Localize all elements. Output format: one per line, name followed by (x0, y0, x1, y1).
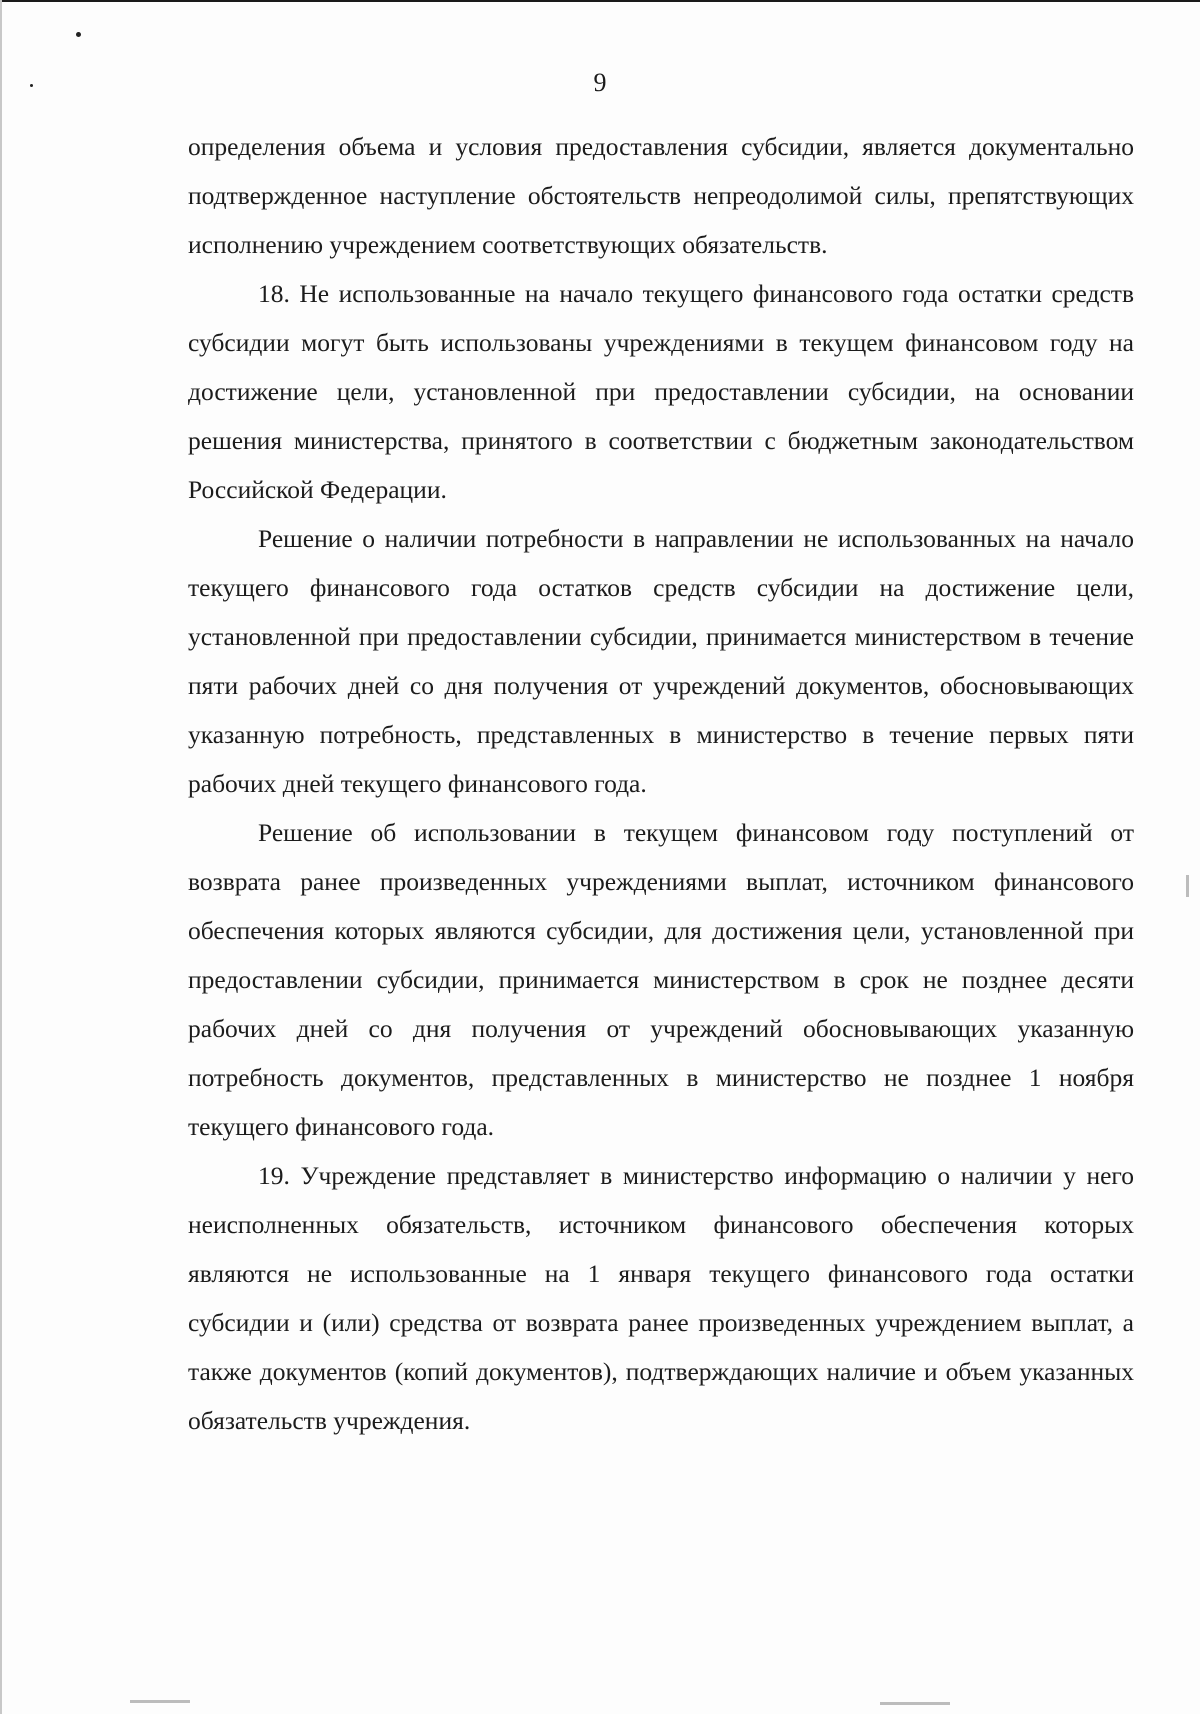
paragraph-decision-remainders: Решение о наличии потребности в направлении не использованных на начало текущего финансового года остатков средств субсидии на достижение цели, установленной при предоставлении субсидии, принимается министерством в течение пяти рабочих дней со дня получения от учреждений документов, обосновывающих указанную потребность, представленных в министерство в течение первых пяти рабочих дней текущего финансового года. (188, 524, 1134, 798)
scan-noise (1186, 875, 1189, 897)
page-number: 9 (593, 68, 607, 97)
scan-noise (130, 1700, 190, 1703)
scan-speck (76, 32, 81, 37)
scan-noise (880, 1702, 950, 1705)
page-top-edge (0, 0, 1200, 2)
paragraph-continuation: определения объема и условия предоставления субсидии, является документально подтвержденное наступление обстоятельств непреодолимой силы, препятствующих исполнению учреждением соответствующих обязательств. (188, 132, 1134, 259)
paragraph-item-19: 19. Учреждение представляет в министерство информацию о наличии у него неисполненных обязательств, источником финансового обеспечения которых являются не использованные на 1 января текущего финансового года остатки субсидии и (или) средства от возврата ранее произведенных учреждением выплат, а также документов (копий документов), подтверждающих наличие и объем указанных обязательств учреждения. (188, 1161, 1134, 1435)
document-body (188, 122, 1134, 1445)
page-left-edge (0, 0, 2, 1714)
paragraph-item-18: 18. Не использованные на начало текущего финансового года остатки средств субсидии могут быть использованы учреждениями в текущем финансовом году на достижение цели, установленной при предоставлении субсидии, на основании решения министерства, принятого в соответствии с бюджетным законодательством Российской Федерации. (188, 279, 1134, 504)
paragraph-decision-refunds: Решение об использовании в текущем финансовом году поступлений от возврата ранее произведенных учреждениями выплат, источником финансового обеспечения которых являются субсидии, для достижения цели, установленной при предоставлении субсидии, принимается министерством в срок не позднее десяти рабочих дней со дня получения от учреждений обосновывающих указанную потребность документов, представленных в министерство не позднее 1 ноября текущего финансового года. (188, 818, 1134, 1141)
